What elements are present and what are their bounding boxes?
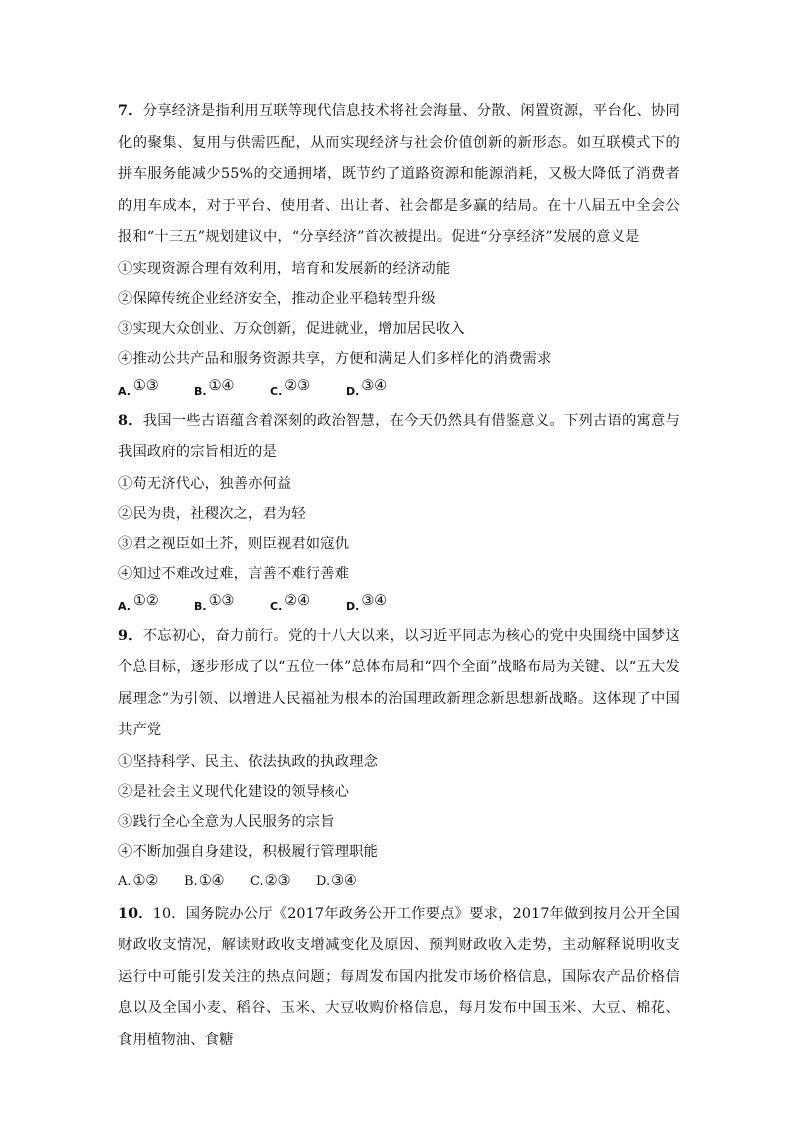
choice-letter: D.: [346, 599, 360, 613]
option-4: ④不断加强自身建设，积极履行管理职能: [118, 843, 379, 860]
option-3: ③践行全心全意为人民服务的宗旨: [118, 813, 335, 830]
choice-letter: C.: [270, 384, 283, 398]
choice-b[interactable]: [194, 374, 270, 404]
question-number: 10．: [118, 905, 153, 922]
choice-answer: ①④: [198, 872, 225, 889]
choice-letter: D.: [346, 384, 360, 398]
choice-d[interactable]: [346, 589, 422, 619]
choice-answer: ③④: [361, 377, 387, 394]
choice-letter: C.: [250, 873, 264, 889]
choice-b[interactable]: [184, 867, 250, 896]
option-3: ③实现大众创业、万众创新，促进就业，增加居民收入: [118, 320, 465, 337]
question-text: 10．国务院办公厅《2017年政务公开工作要点》要求，2017年做到按月公开全国财政收支情况，解读财政收支增减变化及原因、预判财政收入走势，主动解释说明收支运行中可能引发关注的热点问题；每周发布国内批发市场价格信息，国际农产品价格信息以及全国小麦、稻谷、玉米、大豆收购价格信息，每月发布中国玉米、大豆、棉花、食用植物油、食糖: [118, 905, 680, 1048]
option-1: ①坚持科学、民主、依法执政的执政理念: [118, 753, 379, 770]
question-stem: [118, 899, 680, 1057]
choice-answer: ①③: [208, 592, 235, 609]
question-9: [118, 621, 680, 897]
choice-letter: B.: [194, 384, 207, 398]
question-stem: [118, 406, 680, 469]
choice-c[interactable]: [250, 867, 316, 896]
choice-answer: ①④: [208, 377, 235, 394]
choice-letter: D.: [316, 873, 331, 889]
question-7: [118, 96, 680, 400]
question-text: 我国一些古语蕴含着深刻的政治智慧，在今天仍然具有借鉴意义。下列古语的寓意与我国政府的宗旨相近的是: [118, 412, 681, 460]
choice-d[interactable]: [346, 374, 422, 404]
question-stem: [118, 96, 680, 254]
question-number: 8．: [118, 412, 143, 429]
question-8: [118, 406, 680, 615]
choice-a[interactable]: [118, 867, 184, 896]
question-10: [118, 899, 680, 1057]
choice-a[interactable]: [118, 374, 194, 404]
choice-c[interactable]: [270, 374, 346, 404]
choice-answer: ①②: [132, 872, 159, 889]
option-3: ③君之视臣如土芥，则臣视君如寇仇: [118, 535, 350, 552]
choice-letter: A.: [118, 384, 131, 398]
question-text: 分享经济是指利用互联等现代信息技术将社会海量、分散、闲置资源，平台化、协同化的聚集、复用与供需匹配，从而实现经济与社会价值创新的新形态。如互联模式下的拼车服务能减少55%的交通拥堵，既节约了道路资源和能源消耗，又极大降低了消费者的用车成本，对于平台、使用者、出让者、社会都是多赢的结局。在十八届五中全会公报和“十三五”规划建议中，“分享经济”首次被提出。促进“分享经济”发展的意义是: [118, 103, 681, 245]
document-page: [118, 96, 680, 1056]
choice-letter: A.: [118, 873, 132, 889]
answer-choices: [118, 374, 680, 400]
question-text: 不忘初心，奋力前行。党的十八大以来，以习近平同志为核心的党中央围绕中国梦这个总目标，逐步形成了以“五位一体”总体布局和“四个全面”战略布局为关键、以“五大发展理念”为引领、以增进人民福祉为根本的治国理政新理念新思想新战略。这体现了中国共产党: [118, 627, 681, 738]
answer-choices: [118, 589, 680, 615]
question-number: 9．: [118, 627, 143, 644]
choice-answer: ①③: [132, 377, 159, 394]
option-1: ①苟无济代心，独善亦何益: [118, 475, 292, 492]
option-1: ①实现资源合理有效利用，培育和发展新的经济动能: [118, 260, 451, 277]
question-stem: [118, 621, 680, 747]
option-4: ④知过不难改过难，言善不难行善难: [118, 565, 350, 582]
choice-letter: C.: [270, 599, 283, 613]
option-2: ②是社会主义现代化建设的领导核心: [118, 783, 350, 800]
choice-answer: ②③: [284, 377, 310, 394]
choice-answer: ②④: [284, 592, 310, 609]
choice-answer: ③④: [331, 872, 357, 889]
option-2: ②民为贵，社稷次之，君为轻: [118, 505, 306, 522]
choice-answer: ①②: [132, 592, 159, 609]
choice-answer: ②③: [264, 872, 291, 889]
choice-letter: A.: [118, 599, 131, 613]
choice-letter: B.: [194, 599, 207, 613]
answer-choices: [118, 867, 680, 897]
choice-d[interactable]: [316, 867, 382, 896]
choice-letter: B.: [184, 873, 198, 889]
choice-a[interactable]: [118, 589, 194, 619]
option-4: ④推动公共产品和服务资源共享，方便和满足人们多样化的消费需求: [118, 350, 552, 367]
question-number: 7．: [118, 103, 143, 119]
choice-c[interactable]: [270, 589, 346, 619]
choice-b[interactable]: [194, 589, 270, 619]
choice-answer: ③④: [361, 592, 387, 609]
option-2: ②保障传统企业经济安全，推动企业平稳转型升级: [118, 290, 436, 307]
